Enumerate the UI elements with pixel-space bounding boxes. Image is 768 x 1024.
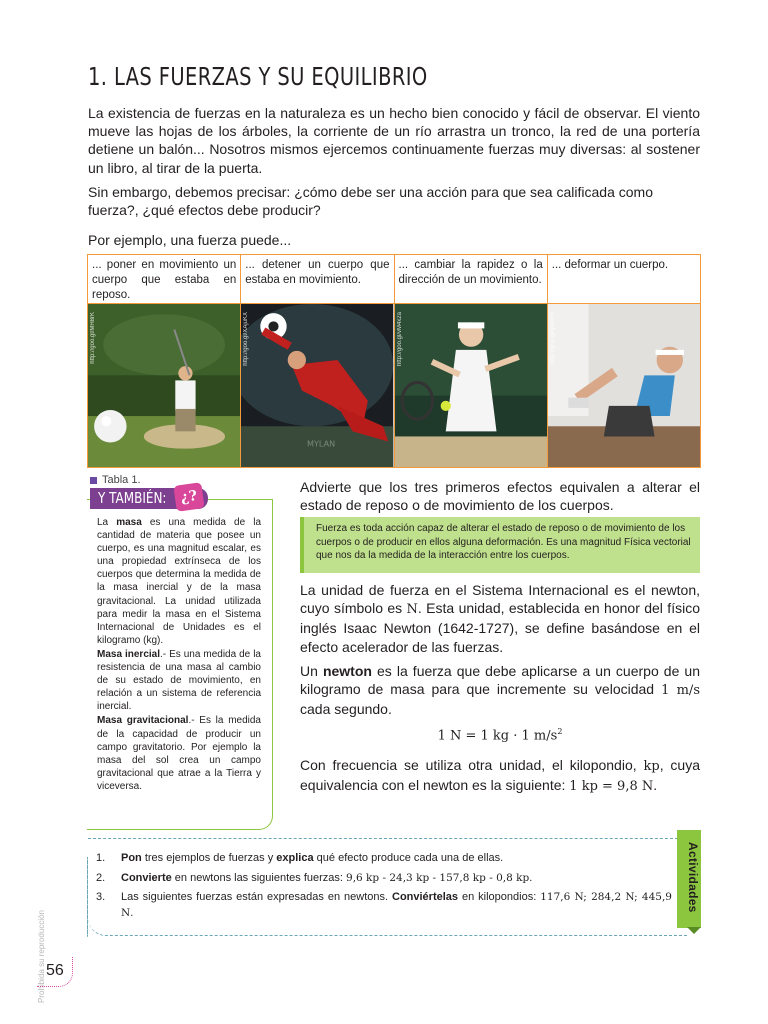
sidebar-inercial: Masa inercial.- Es una medida de la resistencia de una masa al cambio de su estado de movimiento, en relación a un sistema de referencia inercial.	[97, 648, 261, 713]
sidebar-text	[97, 516, 261, 794]
activity-item: 1. Pon tres ejemplos de fuerzas y explica qué efecto produce cada una de ellas.	[96, 852, 504, 864]
kilopondio-paragraph: Con frecuencia se utiliza otra unidad, el kilopondio, kp, cuya equivalencia con el newton es la siguiente: 1 kp = 9,8 N.	[300, 757, 700, 795]
table-cell-change-motion: ... cambiar la rapidez o la dirección de un movimiento.	[395, 255, 548, 303]
table-cell-start-motion: ... poner en movimiento un cuerpo que estaba en reposo.	[88, 255, 241, 303]
intro-paragraph: La existencia de fuerzas en la naturaleza es un hecho bien conocido y fácil de observar. El viento mueve las hojas de los árboles, la corriente de un río arrastra un tronco, la red de una portería detiene un balón... Nosotros mismos ejercemos continuamente fuerzas muy diversas: al sostener un libro, al tirar de la puerta.	[88, 105, 700, 176]
sidebar-masa: La masa es una medida de la cantidad de materia que posee un cuerpo, es una magnitud escalar, es una propiedad extrínseca de los cuerpos que determina la medida de la masa inercial y de la masa gravitacional. La unidad utilizada para medir la masa en el Sistema Internacional de Unidades es el kilogramo (kg).	[97, 517, 262, 646]
image-credit: http://goo.gl/vM4x2a	[396, 312, 403, 367]
page-title: 1. LAS FUERZAS Y SU EQUILIBRIO	[88, 62, 428, 91]
example-lead: Por ejemplo, una fuerza puede...	[88, 232, 292, 248]
table-image-row	[88, 304, 700, 467]
activity-item: 2. Convierte en newtons las siguientes fuerzas: 9,6 kp - 24,3 kp - 157,8 kp - 0,8 kp.	[96, 871, 533, 884]
newton-unit-paragraph: La unidad de fuerza en el Sistema Internacional es el newton, cuyo símbolo es N. Esta unidad, establecida en honor del físico inglés Isaac Newton (1642-1727), se define basándose en el efecto acelerador de las fuerzas.	[300, 582, 700, 655]
caption-text: Tabla 1.	[102, 474, 141, 486]
table-cell-deform: ... deformar un cuerpo.	[551, 259, 669, 271]
caption-marker-icon	[90, 477, 97, 484]
effects-note: Advierte que los tres primeros efectos equivalen a alterar el estado de reposo o de movimiento de los cuerpos.	[300, 479, 700, 514]
image-credit: http://goo.gl/qMXFk	[549, 312, 556, 365]
newton-definition-paragraph: Un newton es la fuerza que debe aplicarse a un cuerpo de un kilogramo de masa para que incremente su velocidad 1 m/s cada segundo.	[300, 663, 700, 718]
page-number: 56	[37, 957, 73, 987]
svg-text:MYLAN: MYLAN	[307, 438, 336, 449]
question-paragraph: Sin embargo, debemos precisar: ¿cómo debe ser una acción para que sea calificada como fuerza?, ¿qué efectos debe producir?	[88, 184, 653, 219]
situp-image	[548, 304, 700, 467]
copyright-note: Prohibida su reproducción	[37, 910, 46, 1003]
golf-image	[88, 304, 241, 467]
tennis-image	[395, 304, 548, 467]
image-credit: http://goo.gl/XAjuKX	[243, 312, 250, 366]
table-text-row	[88, 255, 700, 304]
image-credit: http://goo.gl/MH8rK	[90, 312, 96, 364]
table-cell-stop-motion: ... detener un cuerpo que estaba en movimiento.	[241, 255, 394, 303]
activities-tab-tip	[687, 927, 701, 934]
activities-tab-label: Actividades	[686, 842, 700, 913]
newton-equation: 1 N = 1 kg · 1 $m/s^2$	[437, 727, 563, 744]
goalkeeper-image	[241, 304, 394, 467]
forces-effects-table	[87, 254, 701, 468]
force-definition-box: Fuerza es toda acción capaz de alterar el estado de reposo o de movimiento de los cuerpos o de producir en ellos alguna deformación. Es una magnitud Física vectorial que nos da la medida de la interacción entre los cuerpos.	[300, 517, 700, 573]
activity-item: 3. Las siguientes fuerzas están expresadas en newtons. Conviértelas en kilopondios: 117,6 N; 284,2 N; 445,9 N.	[96, 891, 672, 919]
sidebar-header-text: Y TAMBIÉN:	[98, 489, 167, 507]
question-badge-icon: ¿?	[173, 482, 204, 512]
activities-list	[96, 851, 672, 925]
sidebar-gravitacional: Masa gravitacional.- Es la medida de la capacidad de producir un campo gravitatorio. Por ejemplo la masa del sol crea un campo gravitacional que atrae a la Tierra y viceversa.	[97, 715, 261, 792]
table-caption	[90, 474, 141, 486]
